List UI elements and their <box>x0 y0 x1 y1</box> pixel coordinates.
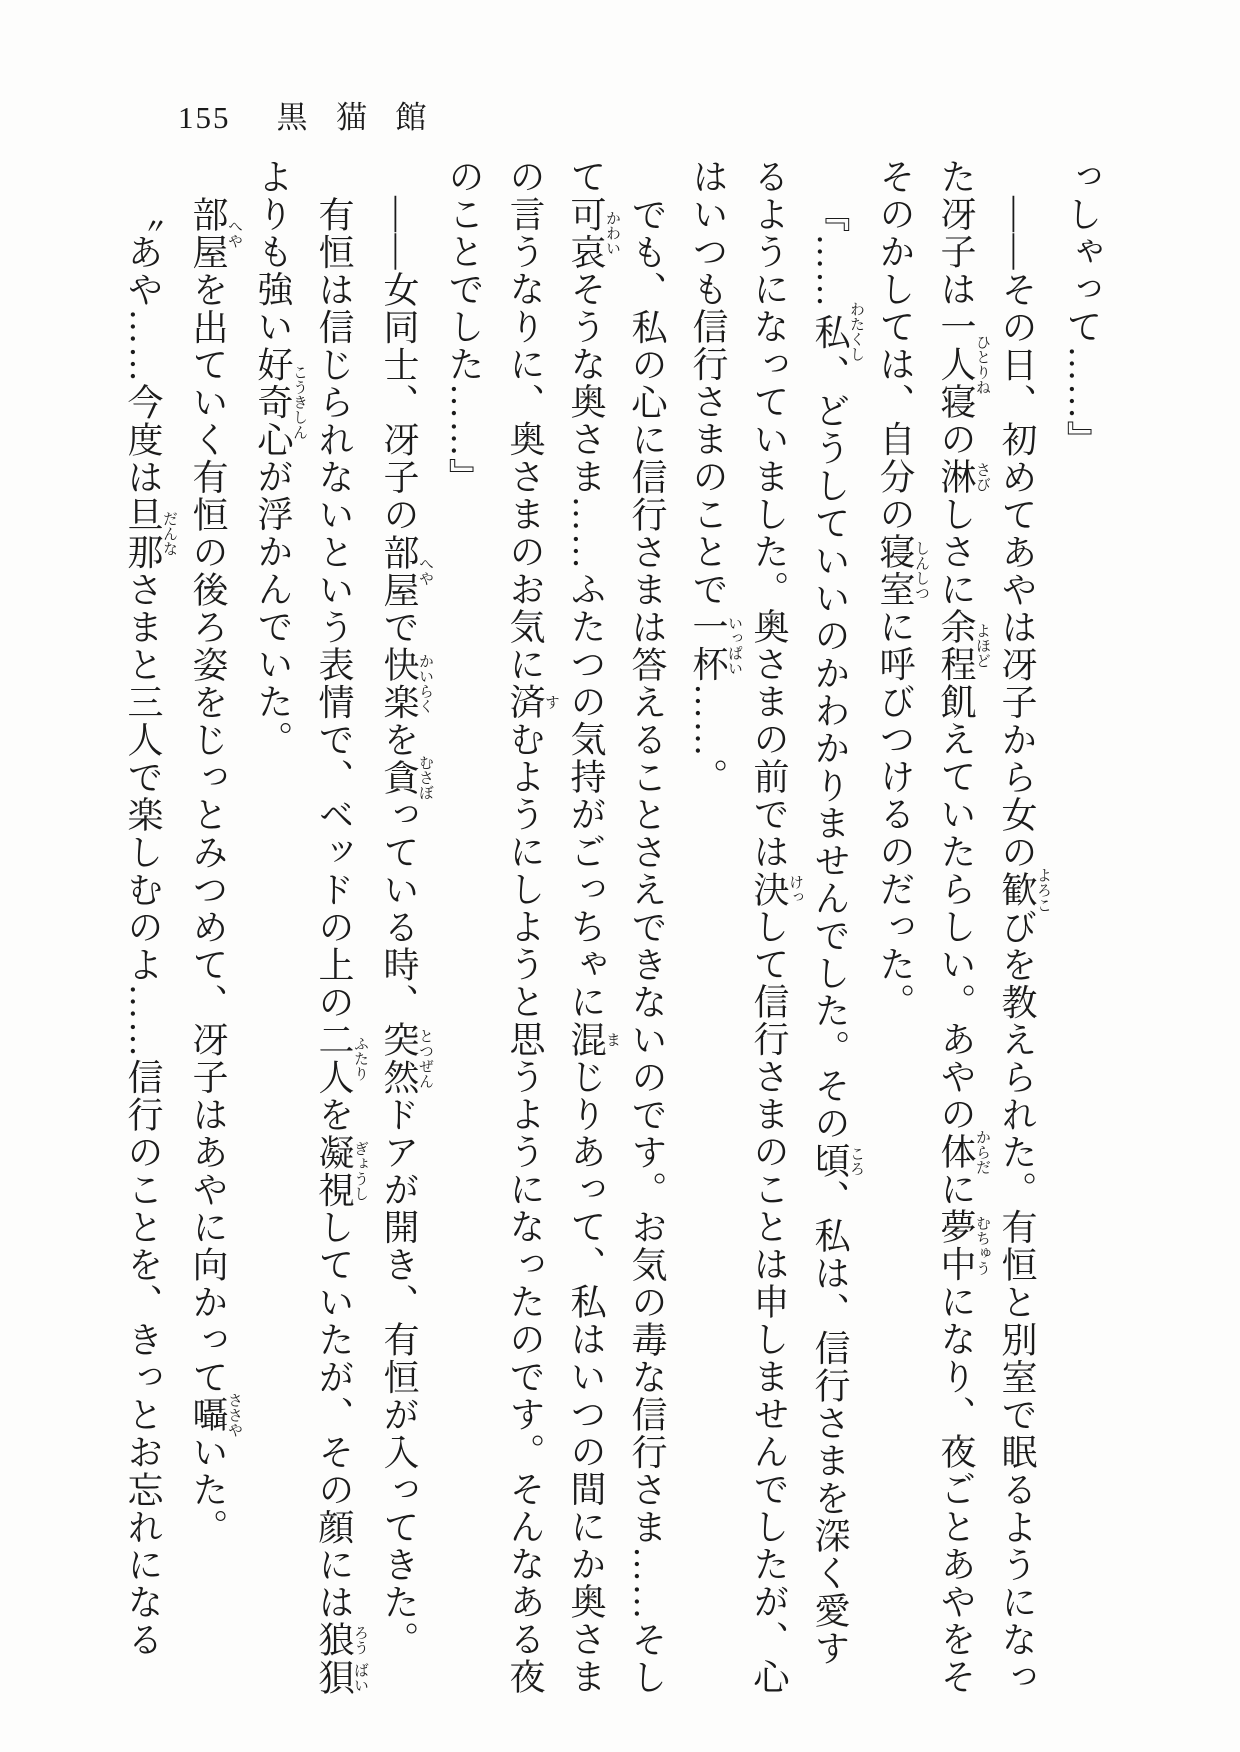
ruby-annotated-word: 快楽かいらく <box>379 646 433 721</box>
ruby-annotated-word: 部屋へや <box>379 533 433 609</box>
ruby-annotated-word: 余程よほど <box>936 608 990 683</box>
ruby-annotated-word: 部屋へや <box>188 196 242 271</box>
ruby-annotated-word: 頃ころ <box>810 1142 864 1180</box>
ruby-annotated-word: 一人寝ひとりね <box>936 308 990 421</box>
ruby-annotated-word: 好奇心こうきしん <box>253 345 307 458</box>
paragraph: ――女同士、冴子の部屋へやで快楽かいらくを貪むさぼっている時、突然とつぜんドアが開き、有恒が入ってきた。 <box>379 196 433 1659</box>
ruby-annotated-word: 混ま <box>566 1020 620 1058</box>
ruby-annotated-word: 決けっ <box>749 870 803 908</box>
ruby-annotated-word: 寝室しんしつ <box>875 533 929 608</box>
paragraph: 『……私わたくし、どうしていいのかわかりませんでした。その頃ころ、私は、信行さまを深く愛するようになっていました。奥さまの前では決けっして信行さまのことは申しませんでしたが、心はいつも信行さまのことで一杯いっぱい……。 <box>688 158 864 1696</box>
book-title: 黒猫館 <box>276 100 456 135</box>
ruby-annotated-word: 済す <box>505 683 559 721</box>
ruby-annotated-word: 旦那だんな <box>123 496 177 571</box>
page-number: 155 <box>178 100 231 135</box>
ruby-annotated-word: 一杯いっぱい <box>688 608 742 683</box>
paragraph: ――その日、初めてあやは冴子から女の歓よろこびを教えられた。有恒と別室で眠るようになった冴子は一人寝ひとりねの淋さびしさに余程よほど飢えていたらしい。あやの体からだに夢中むちゅうになり、夜ごとあやをそそのかしては、自分の寝室しんしつに呼びつけるのだった。 <box>875 158 1051 1696</box>
paragraph: 部屋へやを出ていく有恒の後ろ姿をじっとみつめて、冴子はあやに向かって囁ささやいた。 <box>188 196 242 1546</box>
ruby-annotated-word: 二人ふたり <box>314 1021 368 1096</box>
ruby-annotated-word: 貪むさぼ <box>379 754 433 800</box>
paragraph: 有恒は信じられないという表情で、ベッドの上の二人ふたりを凝視ぎょうししていたが、その顔には狼ろう狽ばいよりも強い好奇心こうきしんが浮かんでいた。 <box>253 158 368 1696</box>
body-text <box>123 158 1112 1700</box>
running-head <box>178 92 455 137</box>
ruby-annotated-word: 狼ろう <box>314 1621 368 1659</box>
ruby-annotated-word: 突然とつぜん <box>379 1021 433 1096</box>
ruby-annotated-word: 夢中むちゅう <box>936 1208 990 1283</box>
ruby-annotated-word: 歓よろこ <box>997 867 1051 913</box>
ruby-annotated-word: 私わたくし <box>810 301 864 362</box>
paragraph: っしゃって……』 <box>1062 158 1102 458</box>
ruby-annotated-word: 淋さび <box>936 458 990 496</box>
ruby-annotated-word: 狽ばい <box>314 1658 368 1696</box>
ruby-annotated-word: 可哀かわい <box>566 195 620 271</box>
ruby-annotated-word: 体からだ <box>936 1129 990 1175</box>
ruby-annotated-word: 囁ささや <box>188 1392 242 1438</box>
ruby-annotated-word: 凝視ぎょうし <box>314 1133 368 1209</box>
paragraph: でも、私の心に信行さまは答えることさえできないのです。お気の毒な信行さま……そして可哀かわいそうな奥さま……ふたつの気持がごっちゃに混まじりあって、私はいつの間にか奥さまの言うなりに、奥さまのお気に済すむようにしようと思うようになったのです。そんなある夜のことでした……』 <box>444 158 667 1696</box>
paragraph: 〝あや……今度は旦那だんなさまと三人で楽しむのよ……信行のことを、きっとお忘れになる <box>123 196 177 1659</box>
